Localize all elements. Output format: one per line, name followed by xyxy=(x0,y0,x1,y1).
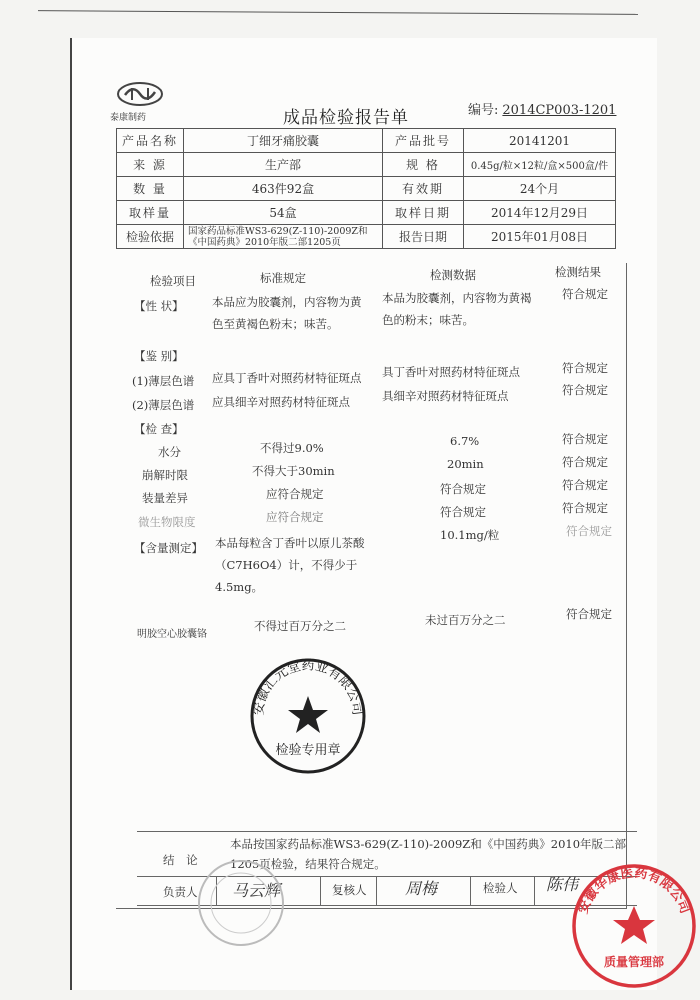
red-stamp-subtext: 质量管理部 xyxy=(603,955,665,969)
quantity-label: 数 量 xyxy=(117,177,184,201)
appearance-data: 本品为胶囊剂，内容物为黄褐色的粉末；味苦。 xyxy=(382,291,532,327)
spec-label: 规 格 xyxy=(383,153,464,177)
basis-label: 检验依据 xyxy=(117,225,184,249)
qc-stamp-subtext: 检验专用章 xyxy=(275,743,341,758)
disintegration-standard: 不得大于30min xyxy=(252,464,335,478)
sample-date-label: 取样日期 xyxy=(383,201,464,225)
water-label: 水分 xyxy=(158,445,181,459)
qc-seal-stamp xyxy=(248,656,368,776)
signature-divider xyxy=(534,876,535,905)
gelatin-chromium-standard: 不得过百万分之二 xyxy=(254,619,346,633)
spec-value: 0.45g/粒×12粒/盒×500盒/件 xyxy=(464,153,616,177)
appearance-heading: 【性 状】 xyxy=(134,299,184,313)
red-stamp-text: 安徽华康医药有限公司 xyxy=(575,865,693,916)
source-label: 来 源 xyxy=(117,153,184,177)
assay-result: 符合规定 xyxy=(566,524,612,538)
company-logo-icon xyxy=(115,80,165,108)
basis-value: 国家药品标准WS3-629(Z-110)-2009Z和《中国药典》2010年版二部1205页 xyxy=(184,225,383,249)
assay-standard: 本品每粒含丁香叶以原儿茶酸（C7H6O4）计，不得少于4.5mg。 xyxy=(215,536,365,594)
validity-label: 有效期 xyxy=(383,177,464,201)
load-variation-result: 符合规定 xyxy=(562,478,608,492)
batch-label: 产品批号 xyxy=(383,129,464,153)
page-edge-line xyxy=(38,10,638,15)
column-header-data: 检测数据 xyxy=(430,268,476,282)
water-result: 符合规定 xyxy=(562,432,608,446)
tlc1-data: 具丁香叶对照药材特征斑点 xyxy=(382,365,520,379)
disintegration-label: 崩解时限 xyxy=(142,468,188,482)
disintegration-result: 符合规定 xyxy=(562,455,608,469)
inspector-signature: 陈伟 xyxy=(546,875,579,894)
gelatin-chromium-label: 明胶空心胶囊铬 xyxy=(137,629,207,640)
column-header-item: 检验项目 xyxy=(150,274,196,288)
tlc1-label: (1)薄层色谱 xyxy=(132,374,195,388)
disintegration-data: 20min xyxy=(447,457,484,471)
responsible-label: 负责人 xyxy=(163,885,198,899)
microbial-limit-label: 微生物限度 xyxy=(138,515,196,529)
document-number-label: 编号: xyxy=(468,103,499,118)
sample-value: 54盒 xyxy=(184,201,383,225)
qc-stamp-text: 安徽汇元堂药业有限公司 xyxy=(251,658,365,717)
logo-text: 泰康制药 xyxy=(110,113,147,123)
tlc2-standard: 应具细辛对照药材特征斑点 xyxy=(212,395,350,409)
microbial-limit-standard: 应符合规定 xyxy=(266,510,324,524)
document-number-value: 2014CP003-1201 xyxy=(502,103,617,118)
report-date-value: 2015年01月08日 xyxy=(464,225,616,249)
microbial-limit-result: 符合规定 xyxy=(562,501,608,515)
red-star-icon xyxy=(613,906,655,944)
report-date-label: 报告日期 xyxy=(383,225,464,249)
quantity-value: 463件92盒 xyxy=(184,177,383,201)
star-icon xyxy=(288,696,328,733)
info-row xyxy=(117,177,616,201)
reviewer-label: 复核人 xyxy=(332,883,367,897)
conclusion-label: 结 论 xyxy=(163,853,202,867)
microbial-limit-data: 符合规定 xyxy=(440,505,486,519)
source-value: 生产部 xyxy=(184,153,383,177)
page-title: 成品检验报告单 xyxy=(283,108,409,128)
batch-value: 20141201 xyxy=(464,129,616,153)
product-name-value: 丁细牙痛胶囊 xyxy=(184,129,383,153)
info-row xyxy=(117,153,616,177)
gelatin-chromium-data: 未过百万分之二 xyxy=(425,613,506,627)
load-variation-label: 装量差异 xyxy=(142,491,188,505)
tlc2-result: 符合规定 xyxy=(562,383,608,397)
product-info-table xyxy=(116,128,616,249)
info-row xyxy=(117,201,616,225)
tlc2-data: 具细辛对照药材特征斑点 xyxy=(382,389,509,403)
sample-date-value: 2014年12月29日 xyxy=(464,201,616,225)
info-row xyxy=(117,225,616,249)
product-name-label: 产品名称 xyxy=(117,129,184,153)
tlc2-label: (2)薄层色谱 xyxy=(132,398,195,412)
assay-heading: 【含量测定】 xyxy=(134,541,203,555)
sample-label: 取样量 xyxy=(117,201,184,225)
reviewer-signature: 周梅 xyxy=(405,879,438,898)
faint-seal-stamp xyxy=(196,858,286,948)
check-heading: 【检 查】 xyxy=(134,422,184,436)
qa-red-seal-stamp xyxy=(570,862,698,990)
water-data: 6.7% xyxy=(450,434,480,448)
column-header-result: 检测结果 xyxy=(555,265,601,279)
gelatin-chromium-result: 符合规定 xyxy=(566,607,612,621)
load-variation-standard: 应符合规定 xyxy=(266,487,324,501)
inspector-label: 检验人 xyxy=(483,881,518,895)
responsible-signature: 马云辉 xyxy=(232,881,281,900)
tlc1-standard: 应具丁香叶对照药材特征斑点 xyxy=(212,371,362,385)
tlc1-result: 符合规定 xyxy=(562,361,608,375)
validity-value: 24个月 xyxy=(464,177,616,201)
info-row xyxy=(117,129,616,153)
document-number xyxy=(468,99,616,118)
load-variation-data: 符合规定 xyxy=(440,482,486,496)
assay-data: 10.1mg/粒 xyxy=(440,528,500,542)
signature-divider xyxy=(470,876,471,905)
conclusion-top-rule xyxy=(137,831,637,832)
column-header-standard: 标准规定 xyxy=(260,271,306,285)
water-standard: 不得过9.0% xyxy=(260,441,324,455)
signature-divider xyxy=(320,876,321,905)
signature-divider xyxy=(376,876,377,905)
appearance-result: 符合规定 xyxy=(562,287,608,301)
identification-heading: 【鉴 别】 xyxy=(134,349,184,363)
conclusion-text: 本品按国家药品标准WS3-629(Z-110)-2009Z和《中国药典》2010年版二部1205页检验，结果符合规定。 xyxy=(230,837,627,871)
appearance-standard: 本品应为胶囊剂，内容物为黄色至黄褐色粉末；味苦。 xyxy=(212,295,362,331)
